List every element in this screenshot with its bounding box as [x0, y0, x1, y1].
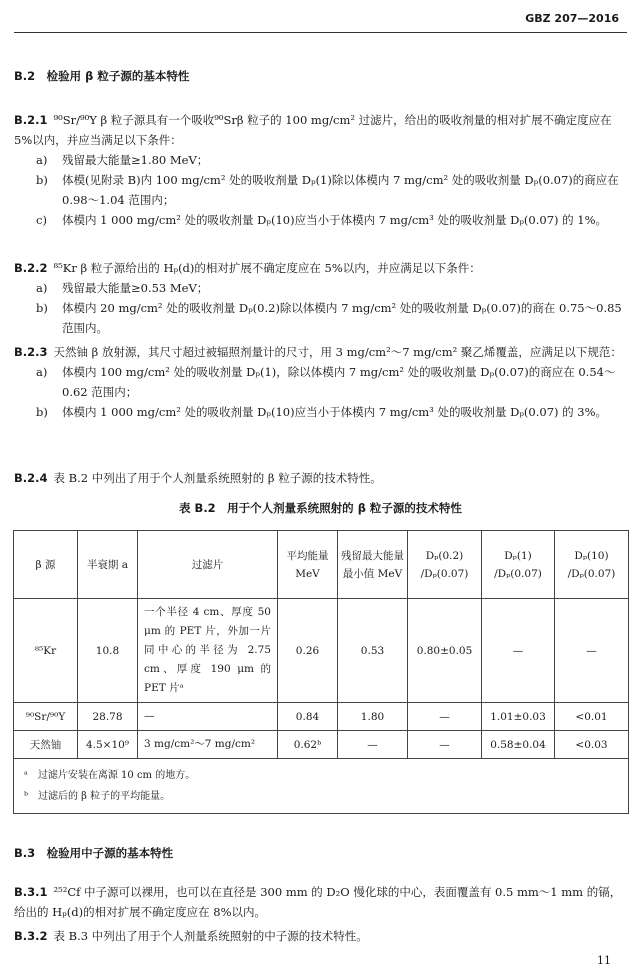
column-header: 半衰期 a: [78, 531, 138, 599]
table-cell: 28.78: [78, 703, 138, 731]
table-cell: 0.26: [278, 599, 338, 703]
table-row: [14, 731, 629, 759]
footnote: ᵃ 过滤片安装在离源 10 cm 的地方。: [24, 770, 196, 781]
clause-number: B.3.2: [14, 929, 48, 943]
column-header: Dₚ(0.2) /Dₚ(0.07): [408, 531, 482, 599]
column-header: 过滤片: [138, 531, 278, 599]
table-cell: 4.5×10⁹: [78, 731, 138, 759]
table-cell: ⁸⁵Kr: [14, 599, 78, 703]
clause-number: B.2.4: [14, 471, 48, 485]
table-cell: —: [482, 599, 555, 703]
table-cell: ⁹⁰Sr/⁹⁰Y: [14, 703, 78, 731]
table-row: [14, 599, 629, 703]
column-header: 残留最大能量最小值 MeV: [338, 531, 408, 599]
table-cell: 10.8: [78, 599, 138, 703]
table-header-row: [14, 531, 629, 599]
standard-code-header: GBZ 207—2016: [525, 12, 619, 25]
footnote: ᵇ 过滤后的 β 粒子的平均能量。: [24, 791, 171, 802]
clause-b32: B.3.2 表 B.3 中列出了用于个人剂量系统照射的中子源的技术特性。: [14, 929, 368, 943]
table-cell: —: [408, 731, 482, 759]
table-cell: <0.01: [555, 703, 629, 731]
table-cell: —: [555, 599, 629, 703]
table-cell: —: [138, 703, 278, 731]
list-item: c) 体模内 1 000 mg/cm² 处的吸收剂量 Dₚ(10)应当小于体模内 7 mg/cm³ 处的吸收剂量 Dₚ(0.07) 的 1%。: [36, 213, 608, 227]
clause-b21-text: B.2.1 ⁹⁰Sr/⁹⁰Y β 粒子源具有一个吸收⁹⁰Srβ 粒子的 100 mg/cm² 过滤片，给出的吸收剂量的相对扩展不确定度应在 5%以内，并应当满足以下条件：: [14, 113, 612, 147]
table-caption: 表 B.2 用于个人剂量系统照射的 β 粒子源的技术特性: [179, 501, 462, 515]
section-b2-title: B.2 检验用 β 粒子源的基本特性: [14, 69, 190, 83]
table-notes-row: [14, 759, 629, 814]
table-cell: 0.53: [338, 599, 408, 703]
page-number: 11: [597, 954, 611, 967]
clause-b21: [14, 110, 627, 230]
section-b3-title: B.3 检验用中子源的基本特性: [14, 846, 174, 860]
header-rule: [14, 32, 627, 33]
list-item: a) 体模内 100 mg/cm² 处的吸收剂量 Dₚ(1)，除以体模内 7 mg/cm² 处的吸收剂量 Dₚ(0.07)的商应在 0.54～ 0.62 范围内；: [36, 365, 616, 399]
table-cell: 0.80±0.05: [408, 599, 482, 703]
table-footnotes: [14, 759, 629, 814]
table-cell: 1.80: [338, 703, 408, 731]
list-item: a) 残留最大能量≥0.53 MeV；: [36, 281, 209, 295]
clause-number: B.2.2: [14, 261, 48, 275]
list-item: b) 体模(见附录 B)内 100 mg/cm² 处的吸收剂量 Dₚ(1)除以体模内 7 mg/cm² 处的吸收剂量 Dₚ(0.07)的商应在 0.98～1.04 范围内；: [36, 173, 619, 207]
clause-b23-text: B.2.3 天然铀 β 放射源，其尺寸超过被辐照剂量计的尺寸，用 3 mg/cm²～7 mg/cm² 聚乙烯覆盖，应满足以下规范：: [14, 345, 622, 359]
clause-number: B.3.1: [14, 885, 48, 899]
column-header: 平均能量 MeV: [278, 531, 338, 599]
list-item: b) 体模内 1 000 mg/cm² 处的吸收剂量 Dₚ(10)应当小于体模内 7 mg/cm³ 处的吸收剂量 Dₚ(0.07) 的 3%。: [36, 405, 608, 419]
table-cell: 3 mg/cm²～7 mg/cm²: [138, 731, 278, 759]
table-cell: 1.01±0.03: [482, 703, 555, 731]
clause-number: B.2.1: [14, 113, 48, 127]
table-cell: —: [408, 703, 482, 731]
clause-b22: [14, 258, 627, 338]
table-cell: 0.62ᵇ: [278, 731, 338, 759]
table-cell: —: [338, 731, 408, 759]
column-header: β 源: [14, 531, 78, 599]
clause-number: B.2.3: [14, 345, 48, 359]
table-cell: 0.58±0.04: [482, 731, 555, 759]
column-header: Dₚ(10) /Dₚ(0.07): [555, 531, 629, 599]
table-cell: 天然铀: [14, 731, 78, 759]
list-item: a) 残留最大能量≥1.80 MeV；: [36, 153, 209, 167]
clause-b23: [14, 342, 627, 422]
clause-b31: B.3.1 ²⁵²Cf 中子源可以裸用，也可以在直径是 300 mm 的 D₂O 慢化球的中心，表面覆盖有 0.5 mm～1 mm 的镉，给出的 Hₚ(d)的相对扩展不确定度应在 8%以内。: [14, 885, 622, 919]
beta-source-table: [13, 530, 629, 814]
table-row: [14, 703, 629, 731]
table-cell: 0.84: [278, 703, 338, 731]
clause-b22-text: B.2.2 ⁸⁵Kr β 粒子源给出的 Hₚ(d)的相对扩展不确定度应在 5%以内，并应满足以下条件：: [14, 261, 481, 275]
list-item: b) 体模内 20 mg/cm² 处的吸收剂量 Dₚ(0.2)除以体模内 7 mg/cm² 处的吸收剂量 Dₚ(0.07)的商在 0.75～0.85 范围内。: [36, 301, 622, 335]
clause-b24: B.2.4 表 B.2 中列出了用于个人剂量系统照射的 β 粒子源的技术特性。: [14, 471, 382, 485]
column-header: Dₚ(1) /Dₚ(0.07): [482, 531, 555, 599]
table-cell: <0.03: [555, 731, 629, 759]
table-cell: 一个半径 4 cm、厚度 50 μm 的 PET 片，外加一片同中心的半径为 2.75 cm、厚度 190 μm 的 PET 片ᵃ: [138, 599, 278, 703]
